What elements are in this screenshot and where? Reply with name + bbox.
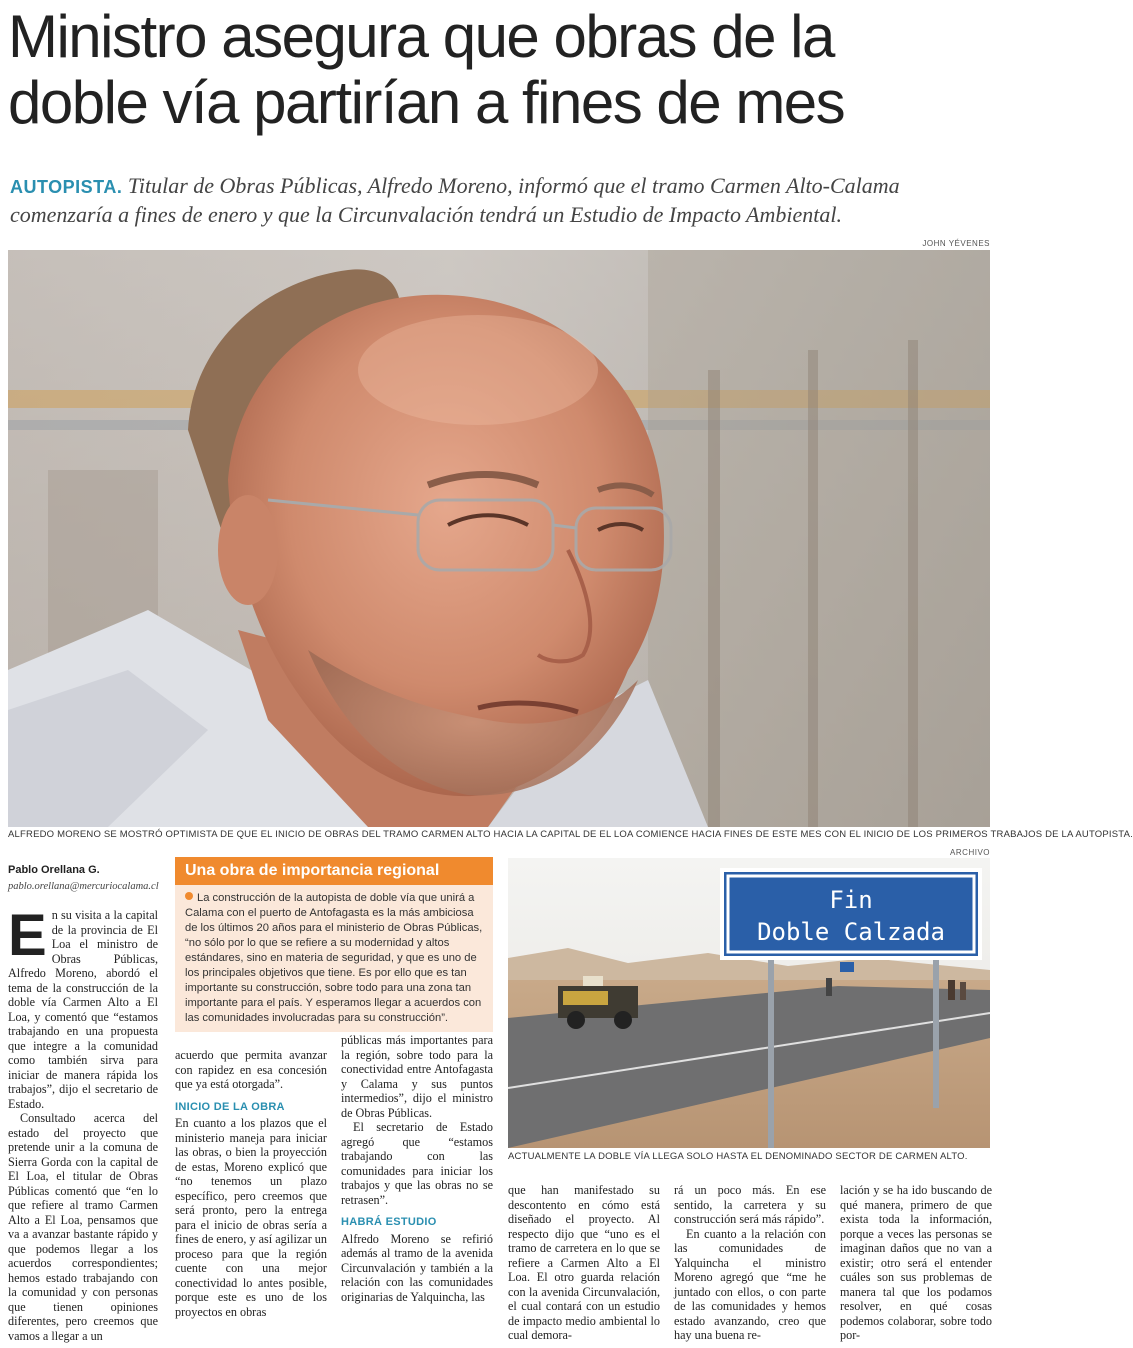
bullet-icon xyxy=(185,892,193,900)
headline-line-1: Ministro asegura que obras de la xyxy=(8,3,834,70)
sign-line-1: Fin xyxy=(829,886,873,914)
subhead-habra-estudio: HABRÁ ESTUDIO xyxy=(341,1216,437,1228)
article-column-1 xyxy=(8,903,158,1343)
road-sign-illustration xyxy=(508,858,990,1148)
photo2-credit: ARCHIVO xyxy=(950,848,990,857)
column-1-paragraph-1: n su visita a la capital de la provincia de El Loa el ministro de Obras Públicas, Alfredo Moreno, abordó el tema de la construcción de la doble vía Carmen Alto a El Loa, y comentó que “estamos trabajando en una propuesta que integre a la comunidad como también sirva para iniciar de manera rápida los trabajos”, dijo el secretario de Estado. xyxy=(8,908,158,1111)
deck-text: Titular de Obras Públicas, Alfredo Moreno, informó que el tramo Carmen Alto-Calama comenzaría a fines de enero y que la Circunvalación tendrá un Estudio de Impacto Ambiental. xyxy=(10,173,900,227)
column-3-paragraph-1: públicas más importantes para la región, sobre todo para la conectividad entre Antofagasta y Calama y sus puntos intermedios”, dijo el ministro de Obras Públicas. xyxy=(341,1033,493,1120)
headline xyxy=(8,4,993,136)
main-photo xyxy=(8,250,990,827)
subhead-inicio-de-la-obra: INICIO DE LA OBRA xyxy=(175,1100,285,1113)
byline-name: Pablo Orellana G. xyxy=(8,864,100,876)
column-2-paragraph-1: acuerdo que permita avanzar con rapidez en esa concesión que ya está otorgada”. xyxy=(175,1048,327,1091)
column-5-paragraph-1: rá un poco más. En ese sentido, la carretera y su construcción será más rápido”. xyxy=(674,1183,826,1226)
main-photo-caption: ALFREDO MORENO SE MOSTRÓ OPTIMISTA DE QUE EL INICIO DE OBRAS DEL TRAMO CARMEN ALTO HACIA LA CAPITAL DE EL LOA COMIENCE HACIA FINES DE ESTE MES CON EL INICIO DE LOS PRIMEROS TRABAJOS DE LA AUTOPISTA. xyxy=(8,829,1133,840)
sidebar-box-text: La construcción de la autopista de doble vía que unirá a Calama con el puerto de Antofagasta es la más ambiciosa de los últimos 20 años para el ministerio de Obras Públicas, “no sólo por lo que se refiere a su modernidad y altos estándares, sino en materia de seguridad, y que es uno de los principales objetivos que tiene. Es por ello que es tan importante su construcción, sobre todo para una zona tan importante para el país. Y esperamos llegar a acuerdos con las comunidades involucradas para su construcción”. xyxy=(185,892,483,1024)
sidebar-box xyxy=(175,857,493,1032)
sign-line-2: Doble Calzada xyxy=(757,918,945,946)
sidebar-box-title: Una obra de importancia regional xyxy=(175,857,493,885)
article-column-2 xyxy=(175,1048,327,1319)
portrait-illustration xyxy=(8,250,990,827)
column-5-paragraph-2: En cuanto a la relación con las comunidades de Yalquincha el ministro Moreno agregó que “me he juntado con ellos, o con parte de las comunidades y hemos estado avanzando, creo que hay una buena re- xyxy=(674,1226,826,1342)
column-3-paragraph-2: El secretario de Estado agregó que “estamos trabajando con las comunidades para iniciar los trabajos y que las obras no se retrasen”. xyxy=(341,1120,493,1207)
deck-kicker: AUTOPISTA. xyxy=(10,177,123,197)
main-photo-credit: JOHN YÉVENES xyxy=(922,239,990,248)
dropcap: E xyxy=(8,903,47,968)
column-2-paragraph-2: En cuanto a los plazos que el ministerio maneja para iniciar las obras, o bien la proyección de estas, Moreno explicó que “no tenemos un plazo específico, pero creemos que será pronto, pero la entrega para el inicio de obras sería a fines de enero, y así agilizar un proceso para que la región cuente con una mejor conectividad lo antes posible, porque este es uno de los proyectos en obras xyxy=(175,1116,327,1319)
column-4-paragraph-1: que han manifestado su descontento en cómo está diseñado el proyecto. Al respecto dijo que “uno es el tramo de carretera en lo que se refiere a Carmen Alto a El Loa. El otro guarda relación con la avenida Circunvalación, el cual contará con un estudio de impacto medio ambiental lo cual demora- xyxy=(508,1183,660,1342)
road-sign-photo xyxy=(508,858,990,1148)
deck xyxy=(10,172,995,229)
article-column-3 xyxy=(341,1033,493,1304)
column-3-paragraph-3: Alfredo Moreno se refirió además al tramo de la avenida Circunvalación y también a la relación con las comunidades originarias de Yalquincha, las xyxy=(341,1231,493,1304)
byline-email: pablo.orellana@mercuriocalama.cl xyxy=(8,881,159,892)
headline-line-2: doble vía partirían a fines de mes xyxy=(8,69,845,136)
article-column-6 xyxy=(840,1183,992,1343)
article-column-4 xyxy=(508,1183,660,1343)
column-6-paragraph-1: lación y se ha ido buscando de qué manera, primero de que exista toda la información, porque a veces las personas se imaginan daños que no van a existir; otro será el entender cuáles son sus problemas de manera tal que los podamos resolver, en qué cosas podemos colaborar, sobre todo por- xyxy=(840,1183,992,1342)
article-column-5 xyxy=(674,1183,826,1343)
sidebar-box-body xyxy=(175,885,493,1026)
photo2-caption: ACTUALMENTE LA DOBLE VÍA LLEGA SOLO HASTA EL DENOMINADO SECTOR DE CARMEN ALTO. xyxy=(508,1151,968,1162)
byline xyxy=(8,864,168,892)
column-1-paragraph-2: Consultado acerca del estado del proyecto que pretende unir a la comuna de Sierra Gorda con la capital de El Loa, el titular de Obras Públicas comentó que “en lo que refiere al tramo Carmen Alto a El Loa, pensamos que va a avanzar bastante rápido y que podemos llegar a los acuerdos correspondientes; hemos estado trabajando con la comunidad y con personas que tienen opiniones diferentes, pero creemos que vamos a llegar a un xyxy=(8,1111,158,1343)
